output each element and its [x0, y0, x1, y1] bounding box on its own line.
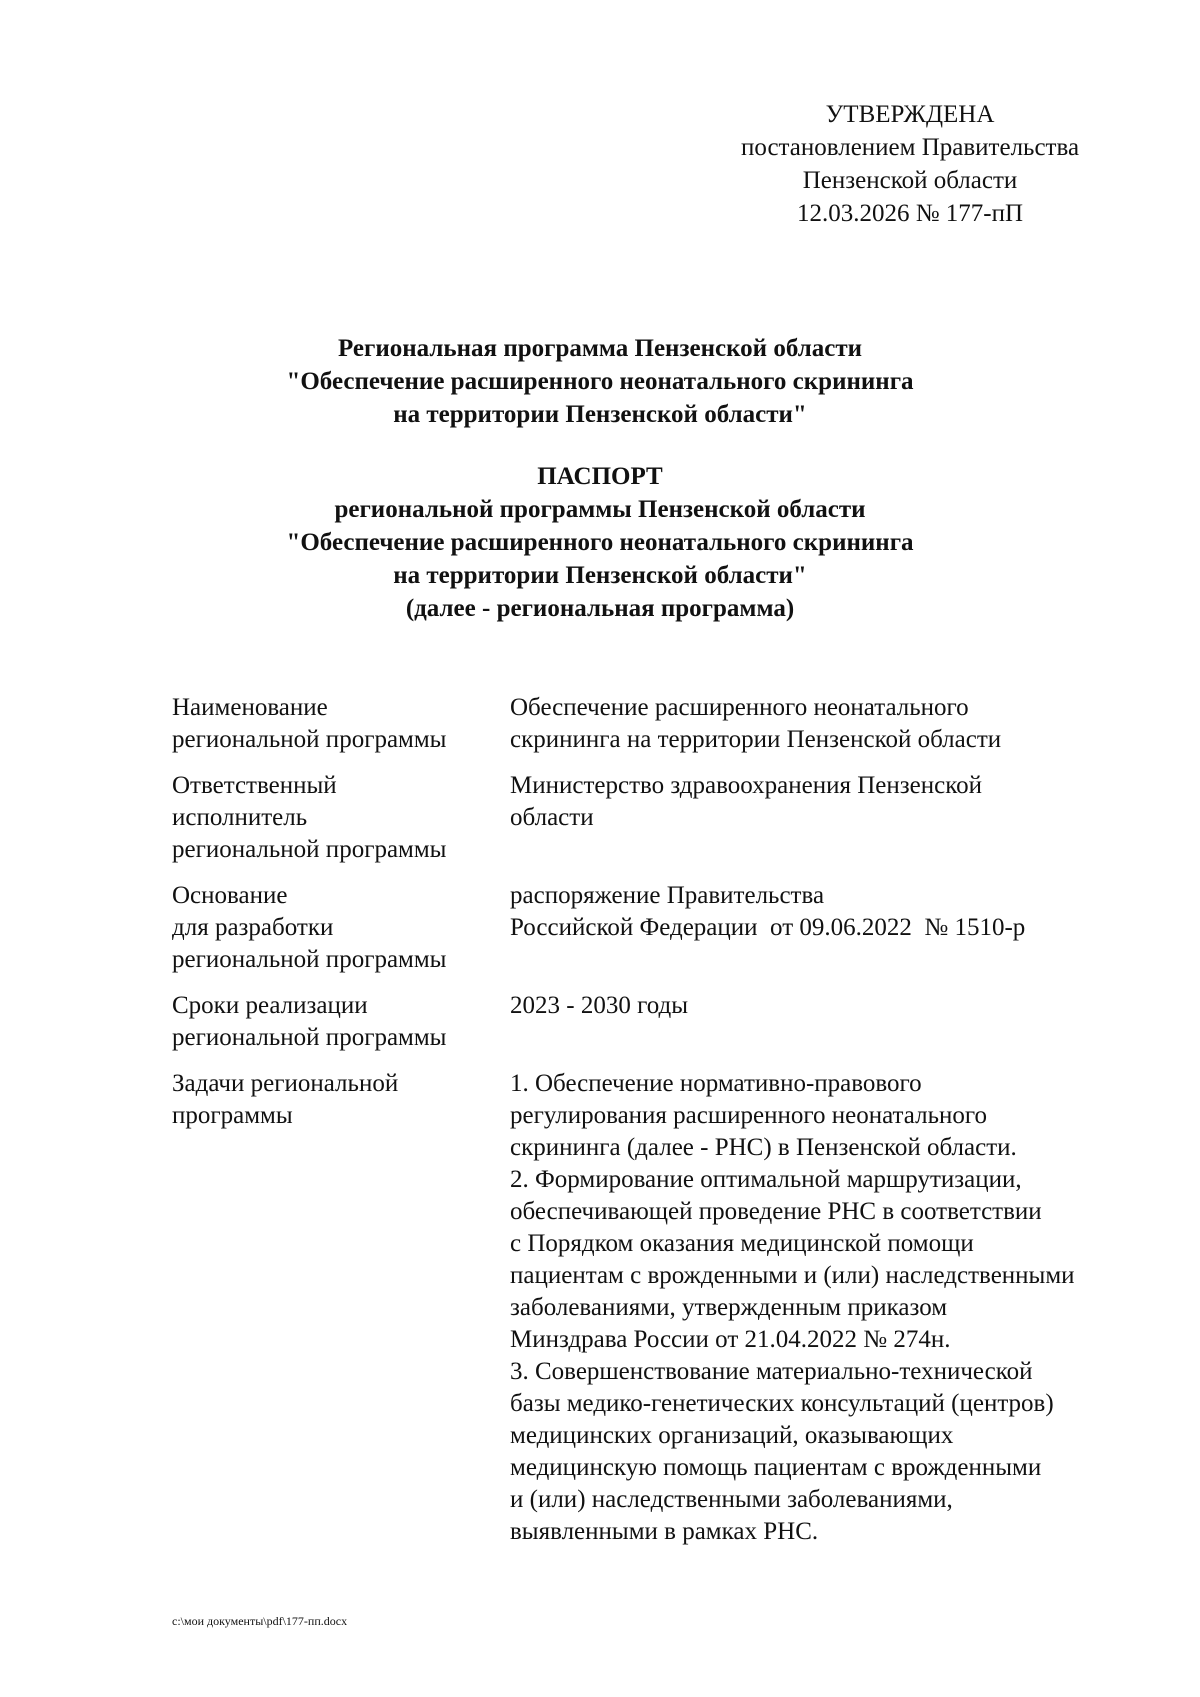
value-line: обеспечивающей проведение РНС в соответствии	[510, 1198, 1042, 1225]
value-line: регулирования расширенного неонатального	[510, 1102, 987, 1129]
value-line: Министерство здравоохранения Пензенской	[510, 772, 982, 799]
label-line: региональной программы	[172, 1024, 447, 1051]
label-line: исполнитель	[172, 804, 308, 831]
row-label	[172, 692, 510, 770]
value-line: области	[510, 804, 594, 831]
value-line: скрининга на территории Пензенской области	[510, 726, 1002, 753]
label-line: Сроки реализации	[172, 992, 368, 1019]
passport-table	[172, 692, 1152, 1562]
value-line: Минздрава России от 21.04.2022 № 274н.	[510, 1326, 951, 1353]
passport-heading	[150, 460, 1050, 625]
table-row-name	[172, 692, 1152, 770]
label-line: Ответственный	[172, 772, 337, 799]
value-line: Российской Федерации от 09.06.2022 № 1510-р	[510, 914, 1026, 941]
row-value	[510, 1068, 1152, 1562]
row-label	[172, 770, 510, 880]
value-line: пациентам с врожденными и (или) наследственными	[510, 1262, 1075, 1289]
passport-line: (далее - региональная программа)	[405, 595, 795, 622]
label-line: для разработки	[172, 914, 334, 941]
label-line: Наименование	[172, 694, 328, 721]
table-row-basis	[172, 880, 1152, 990]
passport-line: на территории Пензенской области"	[393, 562, 807, 589]
label-line: региональной программы	[172, 946, 447, 973]
value-line: 3. Совершенствование материально-технической	[510, 1358, 1033, 1385]
value-line: 2023 - 2030 годы	[510, 992, 689, 1019]
value-line: скрининга (далее - РНС) в Пензенской области.	[510, 1134, 1017, 1161]
approval-stamp	[700, 98, 1120, 230]
value-line: 1. Обеспечение нормативно-правового	[510, 1070, 922, 1097]
passport-line: "Обеспечение расширенного неонатального скрининга	[286, 529, 914, 556]
label-line: региональной программы	[172, 726, 447, 753]
passport-line: ПАСПОРТ	[537, 463, 663, 490]
label-line: Основание	[172, 882, 288, 909]
row-value	[510, 880, 1152, 990]
value-line: и (или) наследственными заболеваниями,	[510, 1486, 953, 1513]
table-row-tasks	[172, 1068, 1152, 1562]
program-title	[150, 332, 1050, 431]
approval-line: Пензенской области	[802, 167, 1018, 194]
row-value	[510, 990, 1152, 1068]
value-line: медицинскую помощь пациентам с врожденными	[510, 1454, 1042, 1481]
approval-date-number: 12.03.2026 № 177-пП	[796, 200, 1024, 227]
row-label	[172, 880, 510, 990]
title-line: "Обеспечение расширенного неонатального скрининга	[286, 368, 914, 395]
value-line: с Порядком оказания медицинской помощи	[510, 1230, 974, 1257]
label-line: региональной программы	[172, 836, 447, 863]
label-line: программы	[172, 1102, 293, 1129]
value-line: 2. Формирование оптимальной маршрутизации,	[510, 1166, 1022, 1193]
row-value	[510, 692, 1152, 770]
title-line: на территории Пензенской области"	[393, 401, 807, 428]
row-label	[172, 990, 510, 1068]
value-line: базы медико-генетических консультаций (центров)	[510, 1390, 1054, 1417]
row-value	[510, 770, 1152, 880]
passport-line: региональной программы Пензенской области	[334, 496, 866, 523]
label-line: Задачи региональной	[172, 1070, 399, 1097]
approval-line: постановлением Правительства	[740, 134, 1080, 161]
approval-line: УТВЕРЖДЕНА	[825, 101, 995, 128]
footer-file-path: c:\мои документы\pdf\177-пп.docx	[172, 1614, 348, 1628]
value-line: распоряжение Правительства	[510, 882, 825, 909]
value-line: заболеваниями, утвержденным приказом	[510, 1294, 948, 1321]
row-label	[172, 1068, 510, 1562]
value-line: выявленными в рамках РНС.	[510, 1518, 819, 1545]
value-line: медицинских организаций, оказывающих	[510, 1422, 954, 1449]
title-line: Региональная программа Пензенской области	[337, 335, 863, 362]
table-row-executor	[172, 770, 1152, 880]
value-line: Обеспечение расширенного неонатального	[510, 694, 969, 721]
table-row-terms	[172, 990, 1152, 1068]
